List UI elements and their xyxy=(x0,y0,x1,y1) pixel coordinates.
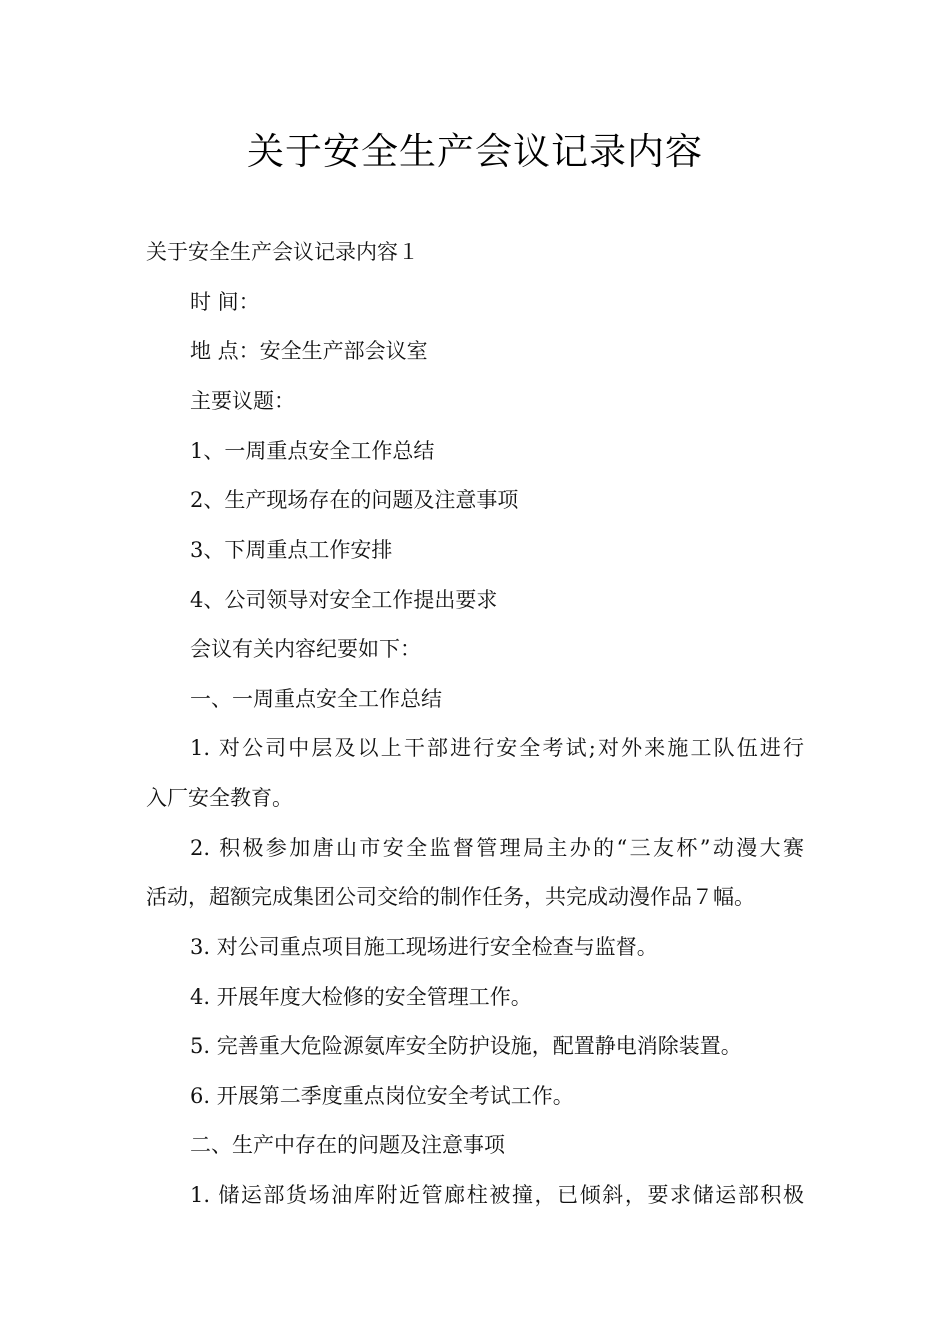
paragraph-line: 5. 完善重大危险源氨库安全防护设施，配置静电消除装置。 xyxy=(190,1034,742,1058)
section-heading: 二、生产中存在的问题及注意事项 xyxy=(190,1133,505,1157)
paragraph-line: 1. 储运部货场油库附近管廊柱被撞，已倾斜，要求储运部积极 xyxy=(190,1183,804,1207)
paragraph-line: 4. 开展年度大检修的安全管理工作。 xyxy=(190,985,532,1009)
topic-item: 2、生产现场存在的问题及注意事项 xyxy=(190,488,519,512)
paragraph-line: 3. 对公司重点项目施工现场进行安全检查与监督。 xyxy=(190,935,658,959)
minutes-intro: 会议有关内容纪要如下： xyxy=(190,637,421,661)
meeting-time: 时 间： xyxy=(190,290,260,314)
meeting-place: 地 点：安全生产部会议室 xyxy=(190,339,428,363)
topic-item: 3、下周重点工作安排 xyxy=(190,538,393,562)
section-heading: 一、一周重点安全工作总结 xyxy=(190,687,442,711)
topic-item: 1、一周重点安全工作总结 xyxy=(190,439,435,463)
paragraph-line: 2. 积极参加唐山市安全监督管理局主办的“三友杯”动漫大赛 xyxy=(190,836,804,860)
topics-heading: 主要议题： xyxy=(190,389,295,413)
document-title: 关于安全生产会议记录内容 xyxy=(247,130,703,173)
topic-item: 4、公司领导对安全工作提出要求 xyxy=(190,588,498,612)
paragraph-line: 活动，超额完成集团公司交给的制作任务，共完成动漫作品７幅。 xyxy=(146,885,755,909)
paragraph-line: 入厂安全教育。 xyxy=(146,786,293,810)
paragraph-line: 6. 开展第二季度重点岗位安全考试工作。 xyxy=(190,1084,574,1108)
paragraph-line: 1. 对公司中层及以上干部进行安全考试;对外来施工队伍进行 xyxy=(190,736,804,760)
document-subtitle: 关于安全生产会议记录内容１ xyxy=(146,240,419,264)
